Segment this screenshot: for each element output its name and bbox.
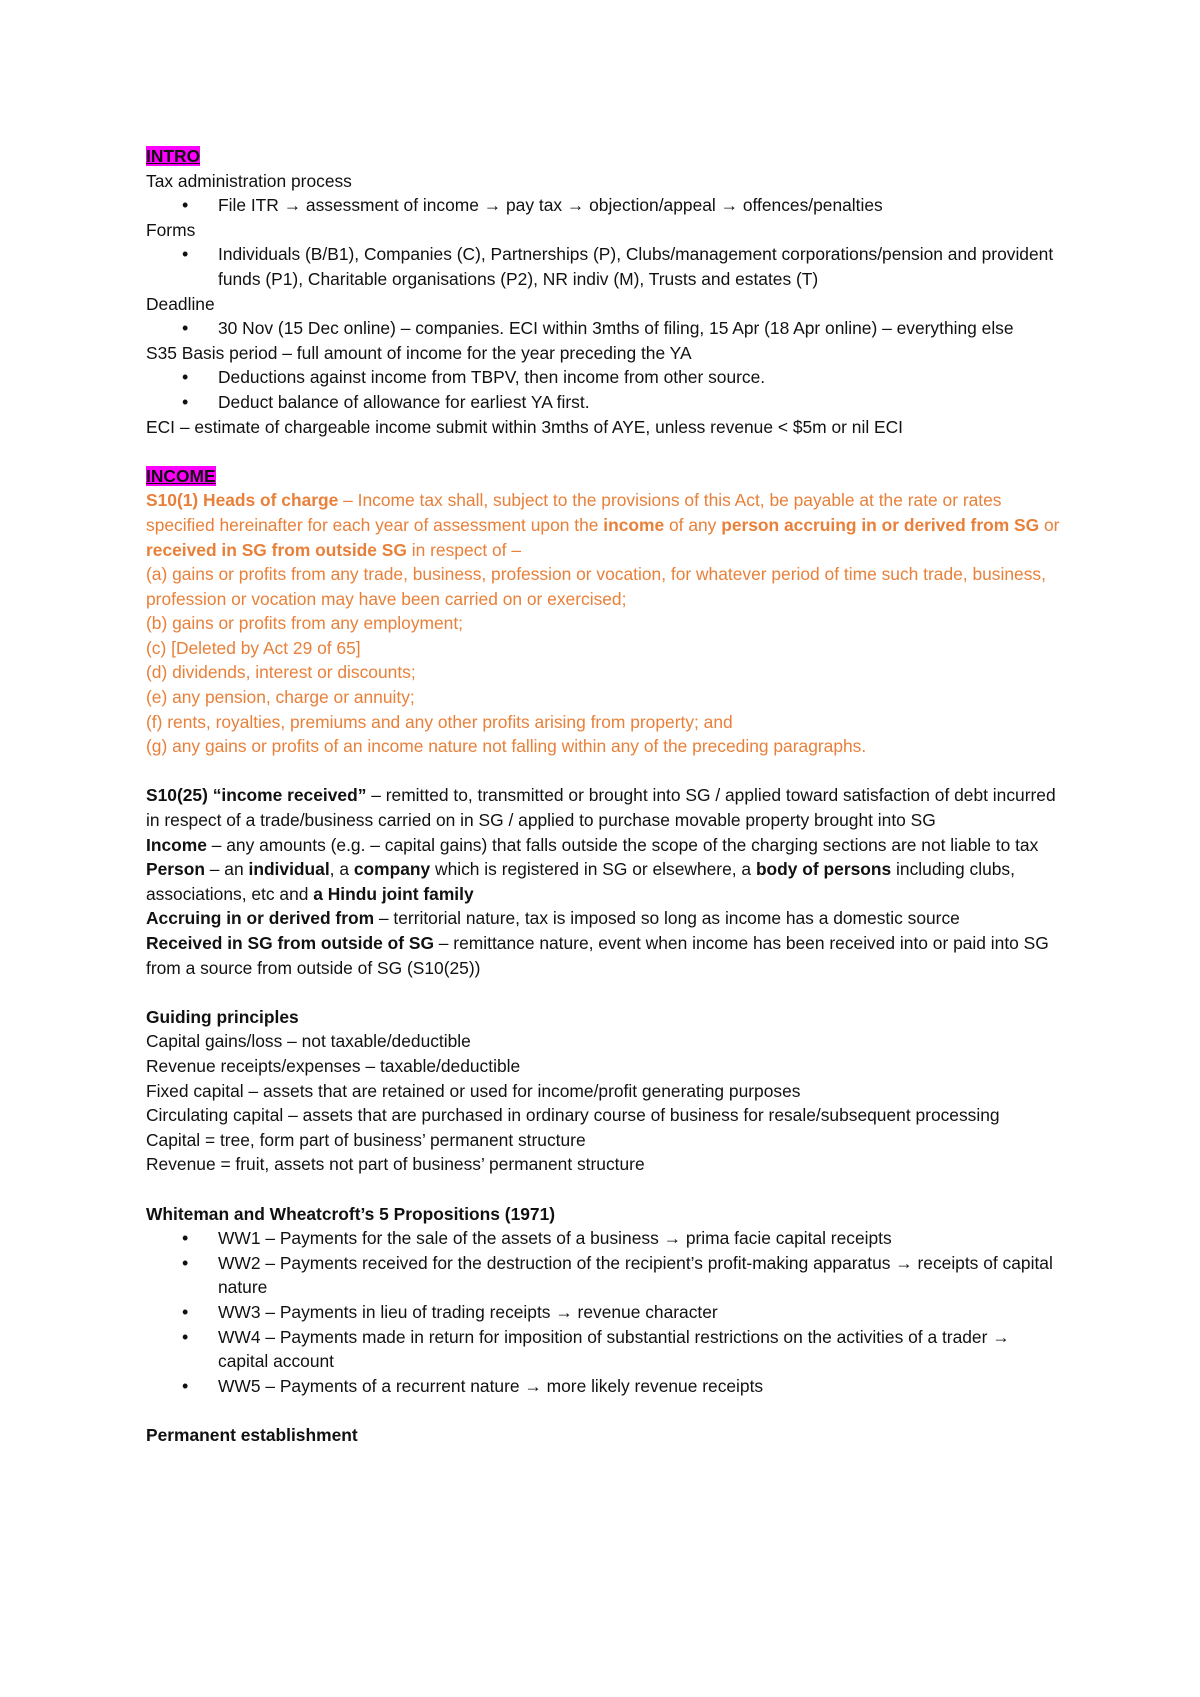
spacer (146, 1177, 1060, 1202)
forms-label: Forms (146, 219, 196, 240)
s10-1-item-e: (e) any pension, charge or annuity; (146, 687, 415, 708)
accruing-definition (146, 906, 1060, 931)
pe-heading-text: Permanent establishment (146, 1424, 358, 1445)
income-def-text: – any amounts (e.g. – capital gains) that falls outside the scope of the charging sections are not liable to tax (206, 834, 1039, 855)
list-item: • WW1 – Payments for the sale of the assets of a business → prima facie capital receipts (146, 1226, 1060, 1251)
s10-1-item-a: (a) gains or profits from any trade, business, profession or vocation, for whatever period of time such trade, business, profession or vocation may have been carried on or exercised; (146, 564, 1046, 609)
person-text-3: which is registered in SG or elsewhere, a (430, 859, 756, 880)
ww-heading (146, 1202, 1060, 1227)
eci-line: ECI – estimate of chargeable income submit within 3mths of AYE, unless revenue < $5m or nil ECI (146, 416, 904, 437)
s10-1-item-f: (f) rents, royalties, premiums and any other profits arising from property; and (146, 711, 733, 732)
income-heading-line (146, 464, 1060, 489)
person-bold-3: body of persons (755, 859, 892, 880)
s10-25-text: – remitted to, transmitted or brought into SG / applied toward satisfaction of debt incurred in respect of a trade/business carried on in SG / applied to purchase movable property brought into SG (146, 785, 1056, 831)
s10-25-term: S10(25) “income received” (146, 785, 367, 806)
deadline-label: Deadline (146, 293, 215, 314)
s10-1-bold-2: person accruing in or derived from SG (721, 514, 1040, 535)
tax-admin-list (146, 193, 1060, 218)
list-item: • Deductions against income from TBPV, then income from other source. (146, 365, 1060, 390)
s10-1-title: S10(1) Heads of charge (146, 490, 339, 511)
s10-1-item-c: (c) [Deleted by Act 29 of 65] (146, 637, 361, 658)
guiding-line: Fixed capital – assets that are retained or used for income/profit generating purposes (146, 1080, 801, 1101)
ww-heading-text: Whiteman and Wheatcroft’s 5 Propositions (1971) (146, 1203, 556, 1224)
s10-1-text-1: – Income tax shall, subject to the provisions of this Act, be payable at the rate or rates specified hereinafter for each year of assessment upon the (146, 490, 1002, 535)
received-definition (146, 931, 1060, 980)
list-item: • WW2 – Payments received for the destruction of the recipient’s profit-making apparatus → receipts of capital nature (146, 1251, 1060, 1300)
deadline-list (146, 316, 1060, 341)
income-definition (146, 833, 1060, 858)
guiding-line: Capital gains/loss – not taxable/deductible (146, 1031, 471, 1052)
s10-1-text-2: of any (664, 514, 722, 535)
s10-1-bold-3: received in SG from outside SG (146, 539, 407, 560)
person-text-2: , a (329, 859, 354, 880)
ww-list (146, 1226, 1060, 1398)
guiding-line: Revenue receipts/expenses – taxable/deductible (146, 1055, 521, 1076)
person-bold-1: individual (248, 859, 330, 880)
guiding-line: Circulating capital – assets that are purchased in ordinary course of business for resale/subsequent processing (146, 1105, 1000, 1126)
s10-1-text-3: or (1039, 514, 1060, 535)
person-text-4: including clubs, associations, etc and (146, 859, 1015, 904)
s10-1-item-b: (b) gains or profits from any employment; (146, 613, 464, 634)
list-item: • Individuals (B/B1), Companies (C), Partnerships (P), Clubs/management corporations/pension and provident funds (P1), Charitable organisations (P2), NR indiv (M), Trusts and estates (T) (146, 242, 1060, 291)
pe-heading (146, 1423, 1060, 1448)
person-definition (146, 857, 1060, 906)
person-text-1: – an (204, 859, 249, 880)
guiding-line: Capital = tree, form part of business’ permanent structure (146, 1129, 586, 1150)
spacer (146, 759, 1060, 784)
guiding-heading-text: Guiding principles (146, 1006, 299, 1027)
tax-admin-label: Tax administration process (146, 170, 352, 191)
guiding-heading (146, 1005, 1060, 1030)
s10-1-bold-1: income (603, 514, 665, 535)
spacer (146, 439, 1060, 464)
received-term: Received in SG from outside of SG (146, 933, 434, 953)
intro-heading: INTRO (146, 146, 201, 166)
s35-list (146, 365, 1060, 414)
s10-1-text-4: in respect of – (406, 539, 522, 560)
spacer (146, 1398, 1060, 1423)
person-bold-2: company (353, 859, 431, 880)
s10-1-item-d: (d) dividends, interest or discounts; (146, 662, 416, 683)
income-term: Income (146, 834, 207, 855)
s10-1-item-g: (g) any gains or profits of an income nature not falling within any of the preceding paragraphs. (146, 736, 867, 757)
spacer (146, 980, 1060, 1005)
accruing-text: – territorial nature, tax is imposed so long as income has a domestic source (374, 908, 960, 929)
forms-list (146, 242, 1060, 291)
person-term: Person (146, 859, 205, 880)
received-text: – remittance nature, event when income has been received into or paid into SG from a source from outside of SG (S10(25)) (146, 933, 1049, 978)
s10-1-paragraph (146, 488, 1060, 562)
s10-25-definition (146, 783, 1060, 832)
guiding-line: Revenue = fruit, assets not part of business’ permanent structure (146, 1154, 645, 1175)
list-item: • WW5 – Payments of a recurrent nature → more likely revenue receipts (146, 1374, 1060, 1399)
s35-label: S35 Basis period – full amount of income for the year preceding the YA (146, 342, 692, 363)
list-item: • 30 Nov (15 Dec online) – companies. ECI within 3mths of filing, 15 Apr (18 Apr online) – everything else (146, 316, 1060, 341)
list-item: • File ITR → assessment of income → pay tax → objection/appeal → offences/penalties (146, 193, 1060, 218)
intro-heading-line (146, 144, 1060, 169)
income-heading: INCOME (146, 465, 216, 486)
list-item: • WW3 – Payments in lieu of trading receipts → revenue character (146, 1300, 1060, 1325)
person-bold-4: a Hindu joint family (313, 883, 474, 904)
list-item: • WW4 – Payments made in return for imposition of substantial restrictions on the activities of a trader → capital account (146, 1325, 1060, 1374)
accruing-term: Accruing in or derived from (146, 908, 375, 929)
list-item: • Deduct balance of allowance for earliest YA first. (146, 390, 1060, 415)
